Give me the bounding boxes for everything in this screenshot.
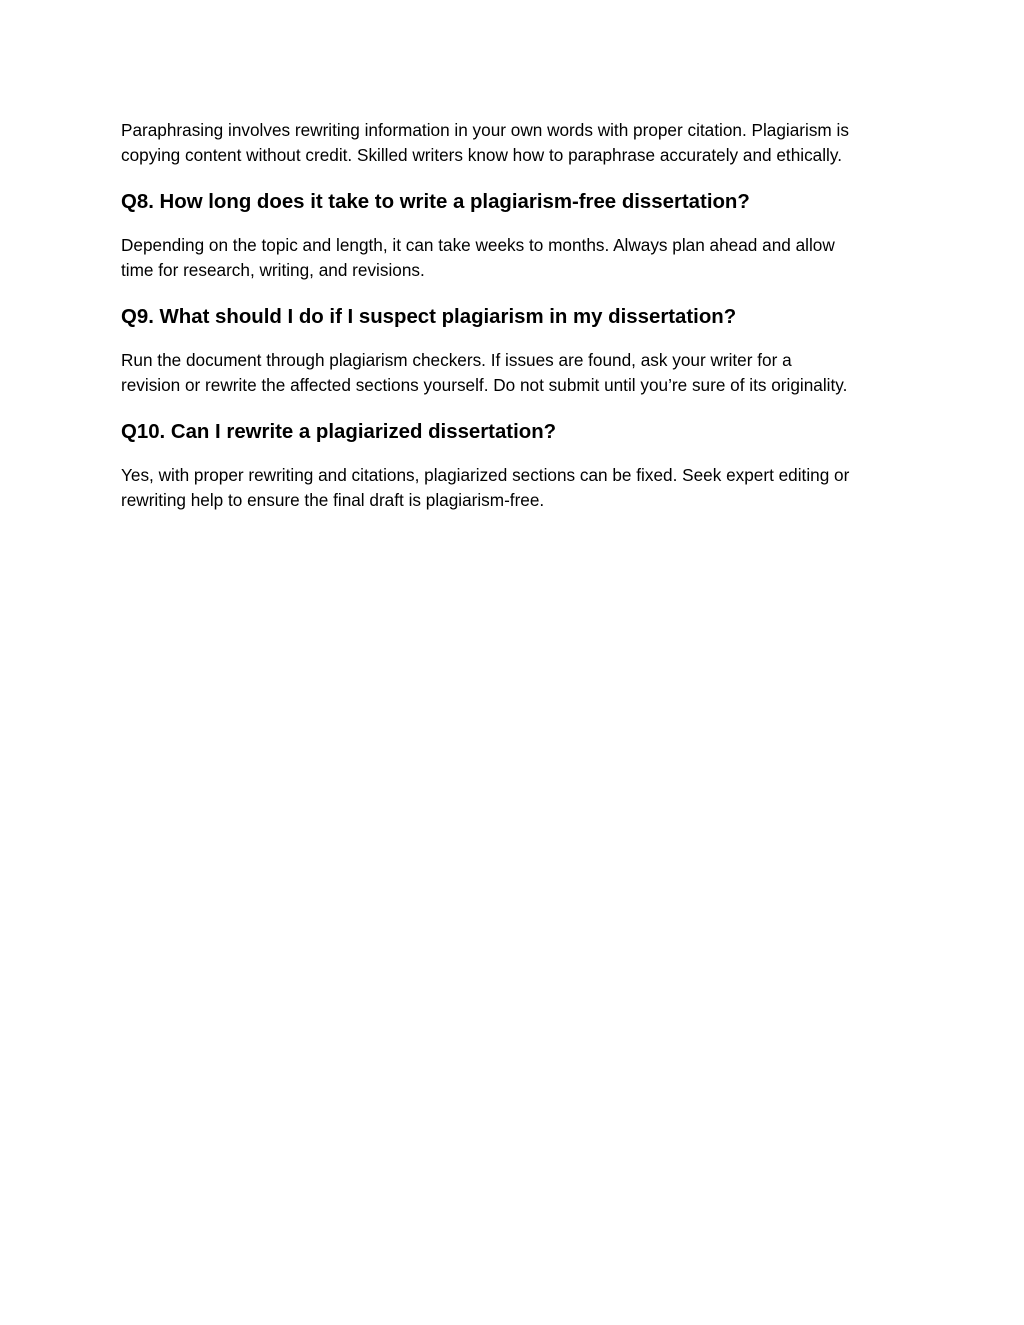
question-q8: Q8. How long does it take to write a plagiarism-free dissertation? (121, 191, 750, 213)
answer-line: rewriting help to ensure the final draft is plagiarism-free. (121, 489, 545, 510)
answer-q8 (121, 233, 911, 282)
answer-line: Paraphrasing involves rewriting information in your own words with proper citation. Plagiarism is (121, 120, 849, 140)
answer-line: Depending on the topic and length, it can take weeks to months. Always plan ahead and allow (121, 235, 835, 255)
document-body (121, 118, 911, 512)
answer-line: Run the document through plagiarism checkers. If issues are found, ask your writer for a (121, 350, 792, 370)
answer-line: time for research, writing, and revisions. (121, 259, 425, 280)
answer-line: copying content without credit. Skilled writers know how to paraphrase accurately and ethically. (121, 144, 842, 165)
question-q10: Q10. Can I rewrite a plagiarized dissertation? (121, 421, 557, 443)
answer-line: revision or rewrite the affected sections yourself. Do not submit until you’re sure of its originality. (121, 374, 848, 395)
answer-q9 (121, 348, 911, 397)
answer-line: Yes, with proper rewriting and citations, plagiarized sections can be fixed. Seek expert editing or (121, 465, 850, 485)
question-q9: Q9. What should I do if I suspect plagiarism in my dissertation? (121, 306, 737, 328)
answer-q7 (121, 118, 911, 167)
answer-q10 (121, 463, 911, 512)
